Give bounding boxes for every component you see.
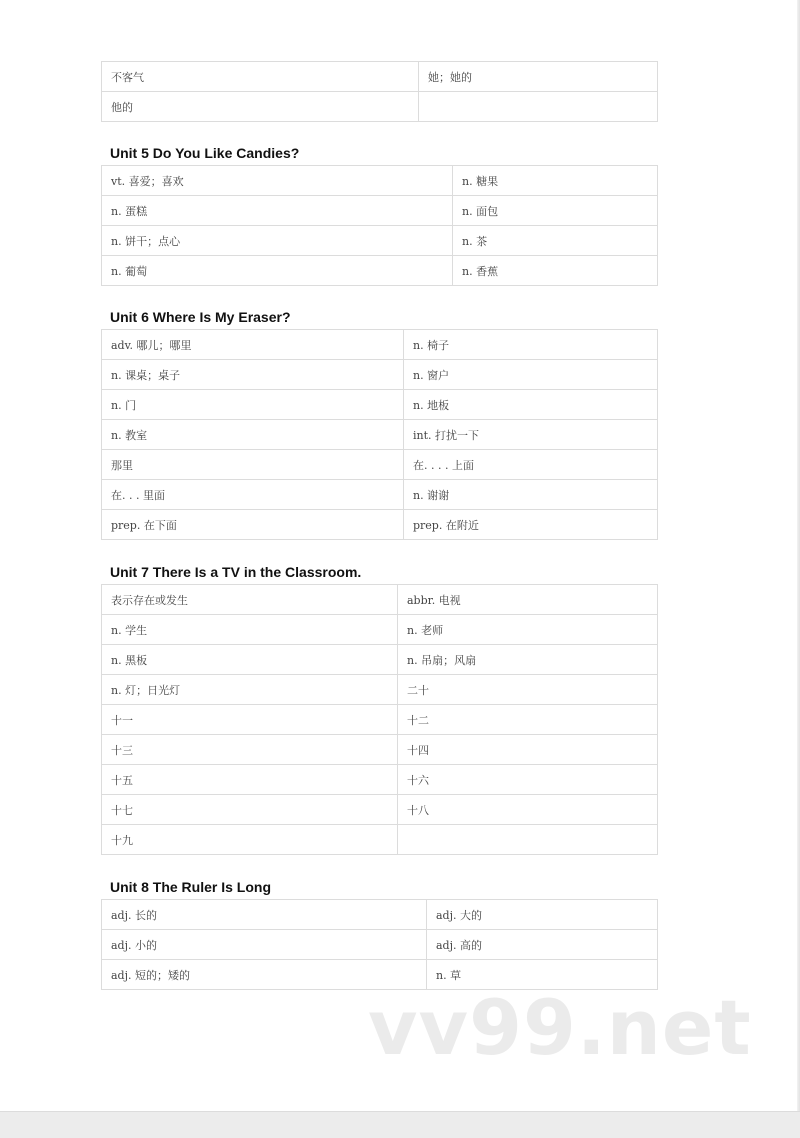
table-cell: 他的 (102, 92, 419, 122)
table-row (102, 196, 658, 226)
table-cell: vt. 喜爱；喜欢 (102, 166, 453, 196)
table-cell: 十五 (102, 765, 398, 795)
table-row (102, 480, 658, 510)
table-cell: n. 黑板 (102, 645, 398, 675)
table-row (102, 92, 658, 122)
table-cell: n. 草 (427, 960, 658, 990)
table-cell: 十六 (398, 765, 658, 795)
unit-5-vocab-table (101, 165, 658, 286)
table-row (102, 330, 658, 360)
table-cell: n. 吊扇；风扇 (398, 645, 658, 675)
table-cell: n. 蛋糕 (102, 196, 453, 226)
table-row (102, 795, 658, 825)
table-row (102, 675, 658, 705)
table-cell: adj. 长的 (102, 900, 427, 930)
table-cell: 那里 (102, 450, 404, 480)
table-cell: 十七 (102, 795, 398, 825)
table-cell: 十一 (102, 705, 398, 735)
unit-5-heading: Unit 5 Do You Like Candies? (110, 145, 300, 161)
table-row (102, 765, 658, 795)
table-cell: 她；她的 (419, 62, 658, 92)
unit-7-vocab-table (101, 584, 658, 855)
table-cell: n. 谢谢 (404, 480, 658, 510)
table-row (102, 615, 658, 645)
unit-6-vocab-table (101, 329, 658, 540)
table-cell: adj. 小的 (102, 930, 427, 960)
table-cell: 十八 (398, 795, 658, 825)
table-row (102, 825, 658, 855)
table-cell: n. 学生 (102, 615, 398, 645)
table-cell: n. 课桌；桌子 (102, 360, 404, 390)
table-row (102, 585, 658, 615)
table-cell: n. 糖果 (453, 166, 658, 196)
table-cell: n. 窗户 (404, 360, 658, 390)
table-cell: abbr. 电视 (398, 585, 658, 615)
table-cell: n. 教室 (102, 420, 404, 450)
unit-7-heading: Unit 7 There Is a TV in the Classroom. (110, 564, 362, 580)
table-row (102, 166, 658, 196)
unit-6-heading: Unit 6 Where Is My Eraser? (110, 309, 291, 325)
table-cell: adj. 大的 (427, 900, 658, 930)
table-cell: 十九 (102, 825, 398, 855)
table-cell: adj. 短的；矮的 (102, 960, 427, 990)
table-cell: n. 椅子 (404, 330, 658, 360)
table-row (102, 900, 658, 930)
table-cell (419, 92, 658, 122)
table-row (102, 705, 658, 735)
table-row (102, 256, 658, 286)
viewer-bottom-bar (0, 1111, 800, 1138)
table-cell: adv. 哪儿；哪里 (102, 330, 404, 360)
unit-8-heading: Unit 8 The Ruler Is Long (110, 879, 272, 895)
table-cell: int. 打扰一下 (404, 420, 658, 450)
table-row (102, 510, 658, 540)
table-cell: 在. . . . 上面 (404, 450, 658, 480)
table-cell: n. 葡萄 (102, 256, 453, 286)
table-cell: 二十 (398, 675, 658, 705)
table-row (102, 390, 658, 420)
table-cell: adj. 高的 (427, 930, 658, 960)
table-cell: n. 门 (102, 390, 404, 420)
table-cell: 不客气 (102, 62, 419, 92)
table-cell: prep. 在下面 (102, 510, 404, 540)
unit-8-vocab-table (101, 899, 658, 990)
table-cell: n. 老师 (398, 615, 658, 645)
vocab-table-continued (101, 61, 658, 122)
table-cell: 在. . . 里面 (102, 480, 404, 510)
table-cell: 十二 (398, 705, 658, 735)
table-cell: n. 灯；日光灯 (102, 675, 398, 705)
watermark: vv99.net (368, 983, 752, 1072)
table-row (102, 62, 658, 92)
table-row (102, 735, 658, 765)
table-row (102, 226, 658, 256)
table-cell: n. 地板 (404, 390, 658, 420)
table-cell: prep. 在附近 (404, 510, 658, 540)
table-row (102, 450, 658, 480)
table-row (102, 360, 658, 390)
table-row (102, 420, 658, 450)
table-cell: n. 茶 (453, 226, 658, 256)
table-cell: 十四 (398, 735, 658, 765)
table-cell: n. 面包 (453, 196, 658, 226)
table-cell: 十三 (102, 735, 398, 765)
table-row (102, 645, 658, 675)
table-row (102, 930, 658, 960)
table-cell: 表示存在或发生 (102, 585, 398, 615)
table-cell: n. 饼干；点心 (102, 226, 453, 256)
table-cell: n. 香蕉 (453, 256, 658, 286)
table-cell (398, 825, 658, 855)
